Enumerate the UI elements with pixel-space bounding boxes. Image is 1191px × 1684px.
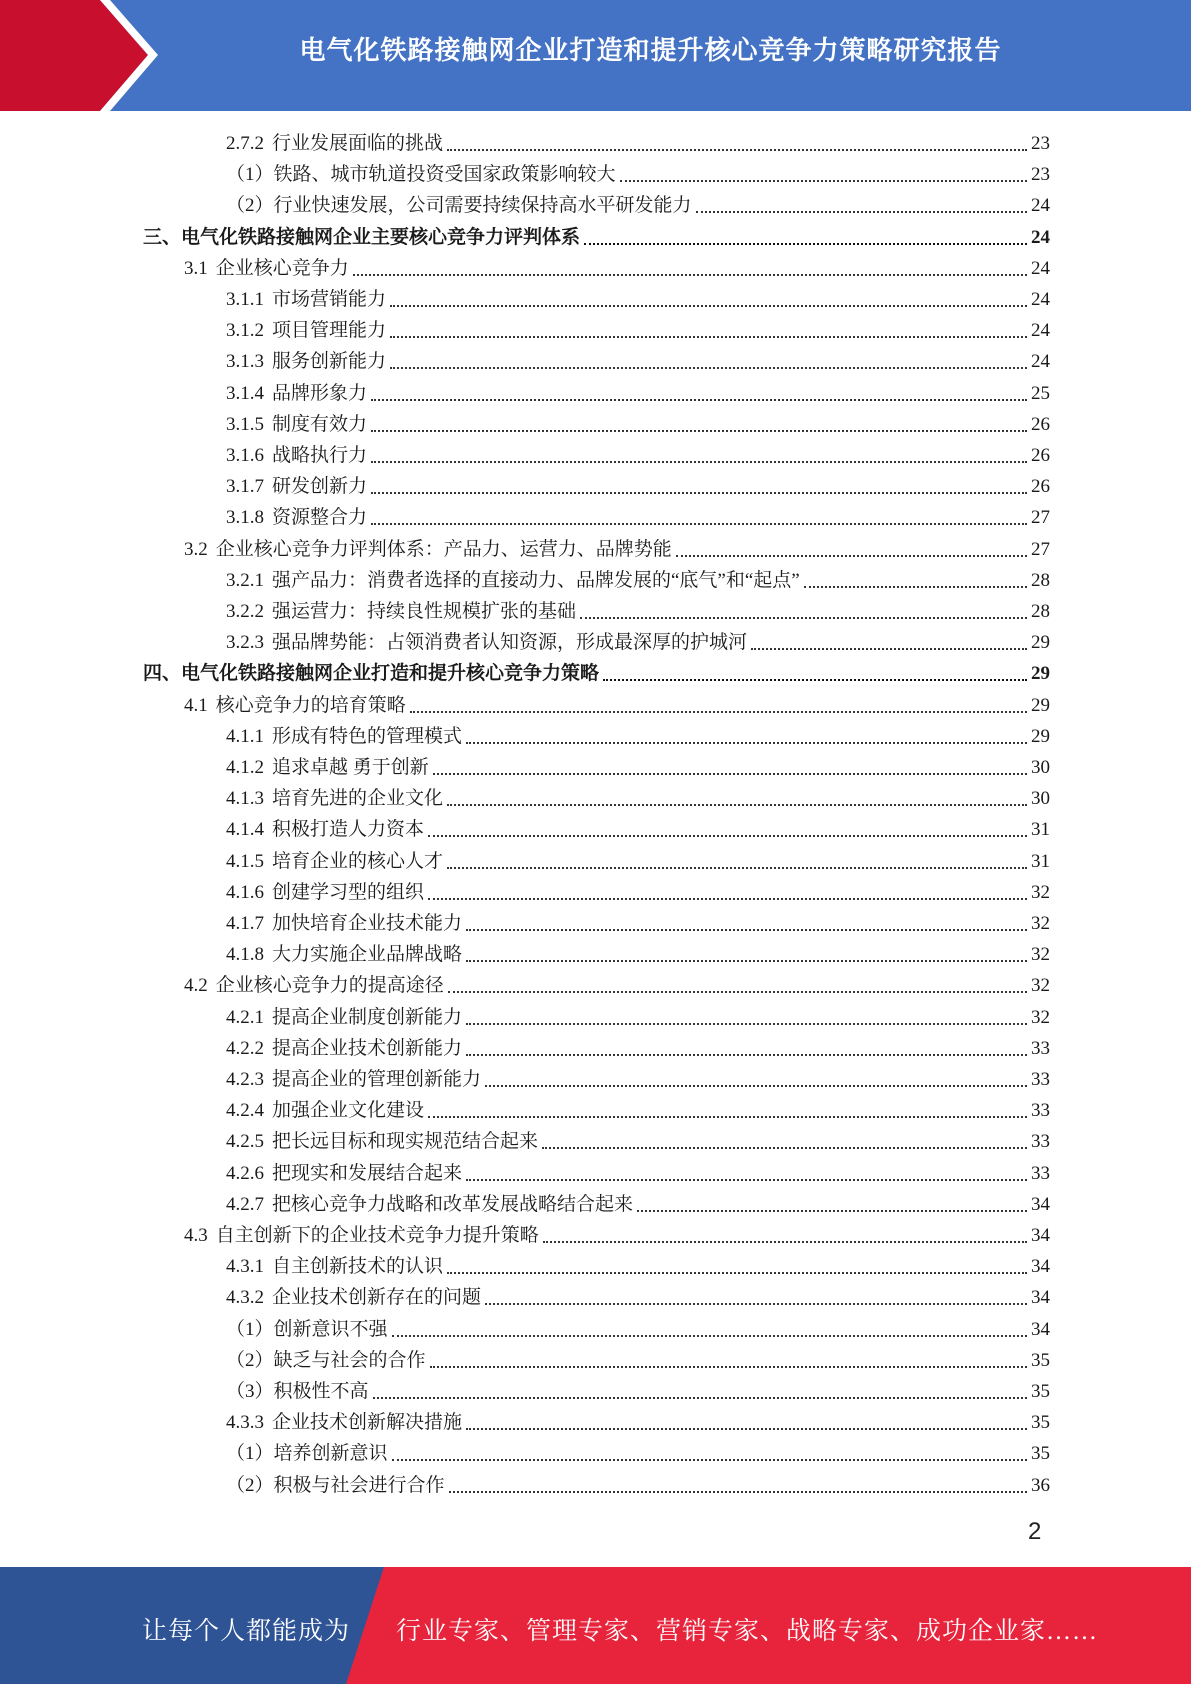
toc-entry-number: 3.1.6 bbox=[226, 445, 264, 466]
toc-entry-title: 提高企业技术创新能力 bbox=[272, 1038, 463, 1059]
toc-entry-label bbox=[226, 1130, 538, 1154]
toc-entry[interactable] bbox=[143, 658, 1050, 686]
toc-entry-page: 23 bbox=[1031, 164, 1050, 185]
toc-entry-label bbox=[184, 1224, 539, 1248]
toc-dot-leader bbox=[428, 835, 1027, 837]
toc-entry-title: 电气化铁路接触网企业主要核心竞争力评判体系 bbox=[181, 227, 581, 248]
toc-entry-page: 32 bbox=[1031, 1007, 1050, 1028]
toc-dot-leader bbox=[371, 399, 1027, 401]
toc-entry-label bbox=[226, 506, 367, 530]
toc-entry[interactable] bbox=[226, 596, 1050, 624]
toc-entry-title: 企业核心竞争力评判体系：产品力、运营力、品牌势能 bbox=[215, 539, 672, 560]
toc-dot-leader bbox=[603, 679, 1027, 681]
toc-entry-label bbox=[143, 662, 599, 686]
toc-entry-label bbox=[226, 350, 386, 374]
toc-entry-number: 3.1.5 bbox=[226, 414, 264, 435]
toc-entry[interactable] bbox=[184, 1220, 1050, 1248]
toc-entry-number: 4.2.4 bbox=[226, 1100, 264, 1121]
toc-entry[interactable] bbox=[226, 378, 1050, 406]
toc-dot-leader bbox=[371, 461, 1027, 463]
toc-entry-label bbox=[226, 194, 692, 218]
toc-entry-title: 服务创新能力 bbox=[272, 351, 387, 372]
toc-entry-number: 4.2.3 bbox=[226, 1069, 264, 1090]
toc-dot-leader bbox=[485, 1303, 1027, 1305]
toc-entry-number: 4.1.8 bbox=[226, 944, 264, 965]
toc-entry[interactable] bbox=[226, 721, 1050, 749]
toc-entry-label bbox=[226, 1037, 462, 1061]
toc-entry[interactable] bbox=[226, 752, 1050, 780]
toc-entry-label bbox=[226, 132, 443, 156]
toc-entry-title: 积极与社会进行合作 bbox=[273, 1475, 445, 1496]
toc-dot-leader bbox=[751, 648, 1027, 650]
toc-entry-title: 行业发展面临的挑战 bbox=[272, 133, 444, 154]
toc-entry-label bbox=[143, 226, 580, 250]
toc-dot-leader bbox=[542, 1147, 1027, 1149]
toc-entry[interactable] bbox=[184, 690, 1050, 718]
toc-entry-number: （2） bbox=[226, 1350, 274, 1371]
toc-entry-number: 3.2.3 bbox=[226, 632, 264, 653]
toc-entry-label bbox=[226, 475, 367, 499]
toc-dot-leader bbox=[637, 1210, 1027, 1212]
toc-entry-page: 35 bbox=[1031, 1381, 1050, 1402]
toc-entry-label bbox=[226, 413, 367, 437]
toc-entry-label bbox=[226, 631, 747, 655]
toc-dot-leader bbox=[466, 929, 1027, 931]
toc-entry-title: 研发创新力 bbox=[272, 476, 368, 497]
toc-entry-title: 把现实和发展结合起来 bbox=[272, 1163, 463, 1184]
toc-entry[interactable] bbox=[226, 1438, 1050, 1466]
footer-slogan: 让每个人都能成为 bbox=[142, 1618, 351, 1645]
toc-dot-leader bbox=[696, 211, 1027, 213]
toc-entry-number: 3.1.3 bbox=[226, 351, 264, 372]
toc-entry[interactable] bbox=[226, 846, 1050, 874]
toc-entry-title: 培养创新意识 bbox=[273, 1443, 388, 1464]
toc-dot-leader bbox=[466, 1054, 1027, 1056]
toc-entry-label bbox=[226, 163, 616, 187]
toc-entry-number: 3.1 bbox=[184, 258, 208, 279]
toc-entry[interactable] bbox=[184, 253, 1050, 281]
page-footer bbox=[0, 1567, 1191, 1684]
toc-entry-title: 企业技术创新存在的问题 bbox=[272, 1287, 482, 1308]
toc-entry[interactable] bbox=[226, 939, 1050, 967]
toc-entry-label bbox=[226, 850, 443, 874]
toc-entry[interactable] bbox=[226, 440, 1050, 468]
toc-entry[interactable] bbox=[226, 565, 1050, 593]
toc-entry-label bbox=[226, 912, 462, 936]
toc-dot-leader bbox=[373, 1397, 1027, 1399]
toc-entry-page: 32 bbox=[1031, 944, 1050, 965]
toc-dot-leader bbox=[448, 991, 1027, 993]
toc-entry-page: 34 bbox=[1031, 1287, 1050, 1308]
toc-entry-title: 战略执行力 bbox=[272, 445, 368, 466]
toc-entry-title: 企业核心竞争力的提高途径 bbox=[215, 975, 444, 996]
toc-entry-page: 33 bbox=[1031, 1038, 1050, 1059]
toc-entry-title: 培育企业的核心人才 bbox=[272, 851, 444, 872]
toc-entry-number: （1） bbox=[226, 164, 274, 185]
toc-entry-label bbox=[184, 538, 672, 562]
toc-entry-number: （2） bbox=[226, 1475, 274, 1496]
toc-dot-leader bbox=[430, 1366, 1027, 1368]
toc-entry-number: 4.3.3 bbox=[226, 1412, 264, 1433]
toc-entry-label bbox=[226, 1099, 424, 1123]
toc-dot-leader bbox=[447, 867, 1027, 869]
toc-entry-number: 3.1.1 bbox=[226, 289, 264, 310]
toc-entry-label bbox=[226, 787, 443, 811]
toc-entry-title: 核心竞争力的培育策略 bbox=[215, 695, 406, 716]
toc-entry-title: 品牌形象力 bbox=[272, 383, 368, 404]
toc-entry[interactable] bbox=[226, 908, 1050, 936]
toc-entry-number: 4.1.6 bbox=[226, 882, 264, 903]
toc-entry-page: 34 bbox=[1031, 1225, 1050, 1246]
toc-entry-page: 28 bbox=[1031, 601, 1050, 622]
toc-entry-title: 资源整合力 bbox=[272, 507, 368, 528]
toc-entry[interactable] bbox=[184, 534, 1050, 562]
toc-dot-leader bbox=[485, 1085, 1027, 1087]
toc-entry-page: 34 bbox=[1031, 1194, 1050, 1215]
toc-entry-label bbox=[226, 756, 429, 780]
toc-dot-leader bbox=[410, 711, 1027, 713]
toc-dot-leader bbox=[428, 898, 1027, 900]
toc-dot-leader bbox=[390, 305, 1027, 307]
toc-entry[interactable] bbox=[226, 315, 1050, 343]
toc-entry[interactable] bbox=[226, 1095, 1050, 1123]
toc-entry[interactable] bbox=[226, 1345, 1050, 1373]
toc-entry-label bbox=[226, 1255, 443, 1279]
toc-entry-page: 30 bbox=[1031, 788, 1050, 809]
toc-entry-page: 29 bbox=[1031, 632, 1050, 653]
toc-entry[interactable] bbox=[226, 1158, 1050, 1186]
toc-entry[interactable] bbox=[226, 128, 1050, 156]
toc-entry-page: 33 bbox=[1031, 1100, 1050, 1121]
toc-entry-page: 35 bbox=[1031, 1412, 1050, 1433]
toc-dot-leader bbox=[466, 742, 1027, 744]
toc-entry-title: 追求卓越 勇于创新 bbox=[272, 757, 429, 778]
toc-entry[interactable] bbox=[226, 284, 1050, 312]
toc-entry-page: 24 bbox=[1031, 351, 1050, 372]
toc-dot-leader bbox=[449, 1491, 1027, 1493]
toc-entry-number: 3.1.4 bbox=[226, 383, 264, 404]
toc-entry-label bbox=[226, 1442, 388, 1466]
toc-entry-number: 三、 bbox=[143, 227, 182, 248]
toc-entry-title: 强运营力：持续良性规模扩张的基础 bbox=[272, 601, 577, 622]
toc-entry-number: 4.3.2 bbox=[226, 1287, 264, 1308]
toc-entry-page: 33 bbox=[1031, 1131, 1050, 1152]
toc-entry-label bbox=[226, 818, 424, 842]
toc-entry[interactable] bbox=[226, 1407, 1050, 1435]
toc-entry-page: 24 bbox=[1031, 289, 1050, 310]
toc-dot-leader bbox=[676, 555, 1027, 557]
toc-entry-label bbox=[184, 257, 349, 281]
toc-dot-leader bbox=[447, 149, 1027, 151]
toc-entry-title: 把长远目标和现实规范结合起来 bbox=[272, 1131, 539, 1152]
toc-entry-title: 铁路、城市轨道投资受国家政策影响较大 bbox=[273, 164, 616, 185]
toc-dot-leader bbox=[466, 960, 1027, 962]
toc-entry-title: 项目管理能力 bbox=[272, 320, 387, 341]
toc-entry[interactable] bbox=[226, 1282, 1050, 1310]
toc-entry-number: 四、 bbox=[143, 663, 182, 684]
toc-entry-number: 4.2 bbox=[184, 975, 208, 996]
toc-entry-number: 4.2.5 bbox=[226, 1131, 264, 1152]
toc-entry[interactable] bbox=[226, 814, 1050, 842]
toc-dot-leader bbox=[371, 430, 1027, 432]
toc-entry-page: 27 bbox=[1031, 539, 1050, 560]
toc-entry-title: 创建学习型的组织 bbox=[272, 882, 425, 903]
toc-entry[interactable] bbox=[226, 1002, 1050, 1030]
toc-entry-number: 2.7.2 bbox=[226, 133, 264, 154]
toc-entry-page: 24 bbox=[1031, 195, 1050, 216]
toc-entry-page: 23 bbox=[1031, 133, 1050, 154]
toc-entry-page: 26 bbox=[1031, 476, 1050, 497]
toc-entry-label bbox=[226, 1349, 426, 1373]
toc-dot-leader bbox=[392, 1335, 1027, 1337]
toc-dot-leader bbox=[447, 804, 1027, 806]
toc-entry[interactable] bbox=[226, 1033, 1050, 1061]
toc-entry-page: 27 bbox=[1031, 507, 1050, 528]
toc-entry-title: 培育先进的企业文化 bbox=[272, 788, 444, 809]
toc-entry-title: 提高企业制度创新能力 bbox=[272, 1007, 463, 1028]
toc-entry[interactable] bbox=[226, 783, 1050, 811]
toc-entry[interactable] bbox=[226, 1314, 1050, 1342]
toc-entry-page: 31 bbox=[1031, 851, 1050, 872]
toc-dot-leader bbox=[466, 1023, 1027, 1025]
toc-entry-page: 32 bbox=[1031, 975, 1050, 996]
toc-entry-number: 3.2 bbox=[184, 539, 208, 560]
toc-entry[interactable] bbox=[226, 471, 1050, 499]
toc-dot-leader bbox=[543, 1241, 1027, 1243]
toc-entry-number: 4.2.2 bbox=[226, 1038, 264, 1059]
toc-entry-number: 4.1 bbox=[184, 695, 208, 716]
footer-tagline: 行业专家、管理专家、营销专家、战略专家、成功企业家…… bbox=[396, 1618, 1099, 1645]
toc-entry[interactable] bbox=[226, 1126, 1050, 1154]
toc-entry-title: 强品牌势能：占领消费者认知资源，形成最深厚的护城河 bbox=[272, 632, 748, 653]
toc-entry-title: 积极打造人力资本 bbox=[272, 819, 425, 840]
toc-dot-leader bbox=[447, 1272, 1027, 1274]
toc-dot-leader bbox=[428, 1116, 1027, 1118]
toc-entry-page: 28 bbox=[1031, 570, 1050, 591]
toc-entry-number: 3.1.7 bbox=[226, 476, 264, 497]
toc-entry[interactable] bbox=[226, 877, 1050, 905]
toc-entry-page: 25 bbox=[1031, 383, 1050, 404]
toc-entry-number: 4.1.3 bbox=[226, 788, 264, 809]
toc-entry-label bbox=[184, 694, 406, 718]
toc-entry-title: 提高企业的管理创新能力 bbox=[272, 1069, 482, 1090]
toc-entry-title: 缺乏与社会的合作 bbox=[273, 1350, 426, 1371]
toc-entry[interactable] bbox=[226, 1064, 1050, 1092]
toc-entry-title: 企业技术创新解决措施 bbox=[272, 1412, 463, 1433]
toc-entry-number: 4.1.7 bbox=[226, 913, 264, 934]
toc-dot-leader bbox=[433, 773, 1027, 775]
toc-entry-label bbox=[226, 881, 424, 905]
toc-dot-leader bbox=[804, 586, 1027, 588]
toc-entry-page: 26 bbox=[1031, 414, 1050, 435]
toc-entry-title: 企业核心竞争力 bbox=[215, 258, 349, 279]
toc-entry-label bbox=[226, 382, 367, 406]
toc-entry-label bbox=[226, 600, 576, 624]
header-chevron-decoration bbox=[0, 0, 170, 111]
toc-dot-leader bbox=[580, 617, 1027, 619]
toc-entry-title: 强产品力：消费者选择的直接动力、品牌发展的“底气”和“起点” bbox=[272, 570, 800, 591]
toc-entry-number: （1） bbox=[226, 1319, 274, 1340]
toc-entry-label bbox=[226, 1411, 462, 1435]
toc-entry[interactable] bbox=[184, 970, 1050, 998]
toc-entry-page: 29 bbox=[1031, 663, 1050, 684]
toc-entry[interactable] bbox=[226, 190, 1050, 218]
toc-entry-page: 32 bbox=[1031, 913, 1050, 934]
toc-entry-label bbox=[226, 288, 386, 312]
toc-entry-label bbox=[226, 1068, 481, 1092]
toc-entry-number: 3.2.1 bbox=[226, 570, 264, 591]
toc-entry[interactable] bbox=[226, 159, 1050, 187]
toc-entry-number: （3） bbox=[226, 1381, 274, 1402]
toc-entry-title: 行业快速发展，公司需要持续保持高水平研发能力 bbox=[273, 195, 692, 216]
toc-dot-leader bbox=[466, 1428, 1027, 1430]
toc-entry-page: 24 bbox=[1031, 320, 1050, 341]
toc-entry[interactable] bbox=[226, 1251, 1050, 1279]
toc-entry-title: 电气化铁路接触网企业打造和提升核心竞争力策略 bbox=[181, 663, 600, 684]
toc-entry-title: 创新意识不强 bbox=[273, 1319, 388, 1340]
toc-entry-label bbox=[226, 1286, 481, 1310]
toc-entry-number: 4.2.1 bbox=[226, 1007, 264, 1028]
toc-entry[interactable] bbox=[226, 1376, 1050, 1404]
toc-entry-label bbox=[226, 569, 800, 593]
toc-dot-leader bbox=[371, 523, 1027, 525]
toc-entry[interactable] bbox=[226, 346, 1050, 374]
toc-entry[interactable] bbox=[143, 222, 1050, 250]
toc-entry-label bbox=[184, 974, 444, 998]
toc-entry-page: 29 bbox=[1031, 726, 1050, 747]
toc-entry-title: 积极性不高 bbox=[273, 1381, 369, 1402]
toc-entry-number: 4.2.6 bbox=[226, 1163, 264, 1184]
toc-entry-page: 36 bbox=[1031, 1475, 1050, 1496]
toc-entry-label bbox=[226, 1474, 445, 1498]
toc-dot-leader bbox=[390, 336, 1027, 338]
toc-entry-number: 4.1.2 bbox=[226, 757, 264, 778]
toc-entry-label bbox=[226, 1318, 388, 1342]
toc-entry-page: 33 bbox=[1031, 1069, 1050, 1090]
toc-entry-page: 32 bbox=[1031, 882, 1050, 903]
toc-entry[interactable] bbox=[226, 409, 1050, 437]
toc-entry-number: 4.1.1 bbox=[226, 726, 264, 747]
toc-entry-label bbox=[226, 1006, 462, 1030]
toc-entry-number: 3.1.2 bbox=[226, 320, 264, 341]
toc-dot-leader bbox=[466, 1179, 1027, 1181]
report-title: 电气化铁路接触网企业打造和提升核心竞争力策略研究报告 bbox=[299, 36, 1002, 66]
toc-entry-number: （1） bbox=[226, 1443, 274, 1464]
toc-entry-page: 24 bbox=[1031, 258, 1050, 279]
toc-entry-title: 加强企业文化建设 bbox=[272, 1100, 425, 1121]
toc-entry-title: 制度有效力 bbox=[272, 414, 368, 435]
toc-entry-page: 33 bbox=[1031, 1163, 1050, 1184]
toc-entry-page: 34 bbox=[1031, 1256, 1050, 1277]
toc-entry-label bbox=[226, 1380, 369, 1404]
toc-entry-number: 3.1.8 bbox=[226, 507, 264, 528]
toc-dot-leader bbox=[392, 1459, 1027, 1461]
toc-entry-number: 4.1.5 bbox=[226, 851, 264, 872]
toc-entry[interactable] bbox=[226, 627, 1050, 655]
toc-entry-title: 大力实施企业品牌战略 bbox=[272, 944, 463, 965]
toc-entry-title: 形成有特色的管理模式 bbox=[272, 726, 463, 747]
toc-entry-number: 3.2.2 bbox=[226, 601, 264, 622]
toc-entry[interactable] bbox=[226, 1470, 1050, 1498]
toc-entry-page: 29 bbox=[1031, 695, 1050, 716]
toc-entry[interactable] bbox=[226, 1189, 1050, 1217]
toc-entry-page: 30 bbox=[1031, 757, 1050, 778]
toc-entry-number: 4.1.4 bbox=[226, 819, 264, 840]
toc-entry-page: 34 bbox=[1031, 1319, 1050, 1340]
toc-entry-label bbox=[226, 725, 462, 749]
toc-entry-title: 把核心竞争力战略和改革发展战略结合起来 bbox=[272, 1194, 634, 1215]
toc-entry-page: 24 bbox=[1031, 227, 1050, 248]
toc-entry-title: 自主创新下的企业技术竞争力提升策略 bbox=[215, 1225, 539, 1246]
toc-dot-leader bbox=[353, 274, 1027, 276]
toc-entry-page: 35 bbox=[1031, 1443, 1050, 1464]
toc-entry-page: 26 bbox=[1031, 445, 1050, 466]
toc-entry-label bbox=[226, 444, 367, 468]
toc-entry-title: 自主创新技术的认识 bbox=[272, 1256, 444, 1277]
toc-dot-leader bbox=[620, 180, 1027, 182]
toc-entry[interactable] bbox=[226, 502, 1050, 530]
toc-entry-number: 4.3.1 bbox=[226, 1256, 264, 1277]
toc-entry-title: 加快培育企业技术能力 bbox=[272, 913, 463, 934]
toc-entry-page: 35 bbox=[1031, 1350, 1050, 1371]
toc-entry-label bbox=[226, 1162, 462, 1186]
toc-entry-page: 31 bbox=[1031, 819, 1050, 840]
page-header bbox=[0, 0, 1191, 111]
toc-entry-label bbox=[226, 1193, 633, 1217]
toc-entry-number: 4.2.7 bbox=[226, 1194, 264, 1215]
toc-entry-number: 4.3 bbox=[184, 1225, 208, 1246]
toc-entry-label bbox=[226, 319, 386, 343]
toc-entry-number: （2） bbox=[226, 195, 274, 216]
page-number: 2 bbox=[1028, 1518, 1042, 1545]
toc-dot-leader bbox=[390, 367, 1027, 369]
toc-entry-title: 市场营销能力 bbox=[272, 289, 387, 310]
toc-dot-leader bbox=[371, 492, 1027, 494]
toc-dot-leader bbox=[584, 243, 1027, 245]
toc-entry-label bbox=[226, 943, 462, 967]
